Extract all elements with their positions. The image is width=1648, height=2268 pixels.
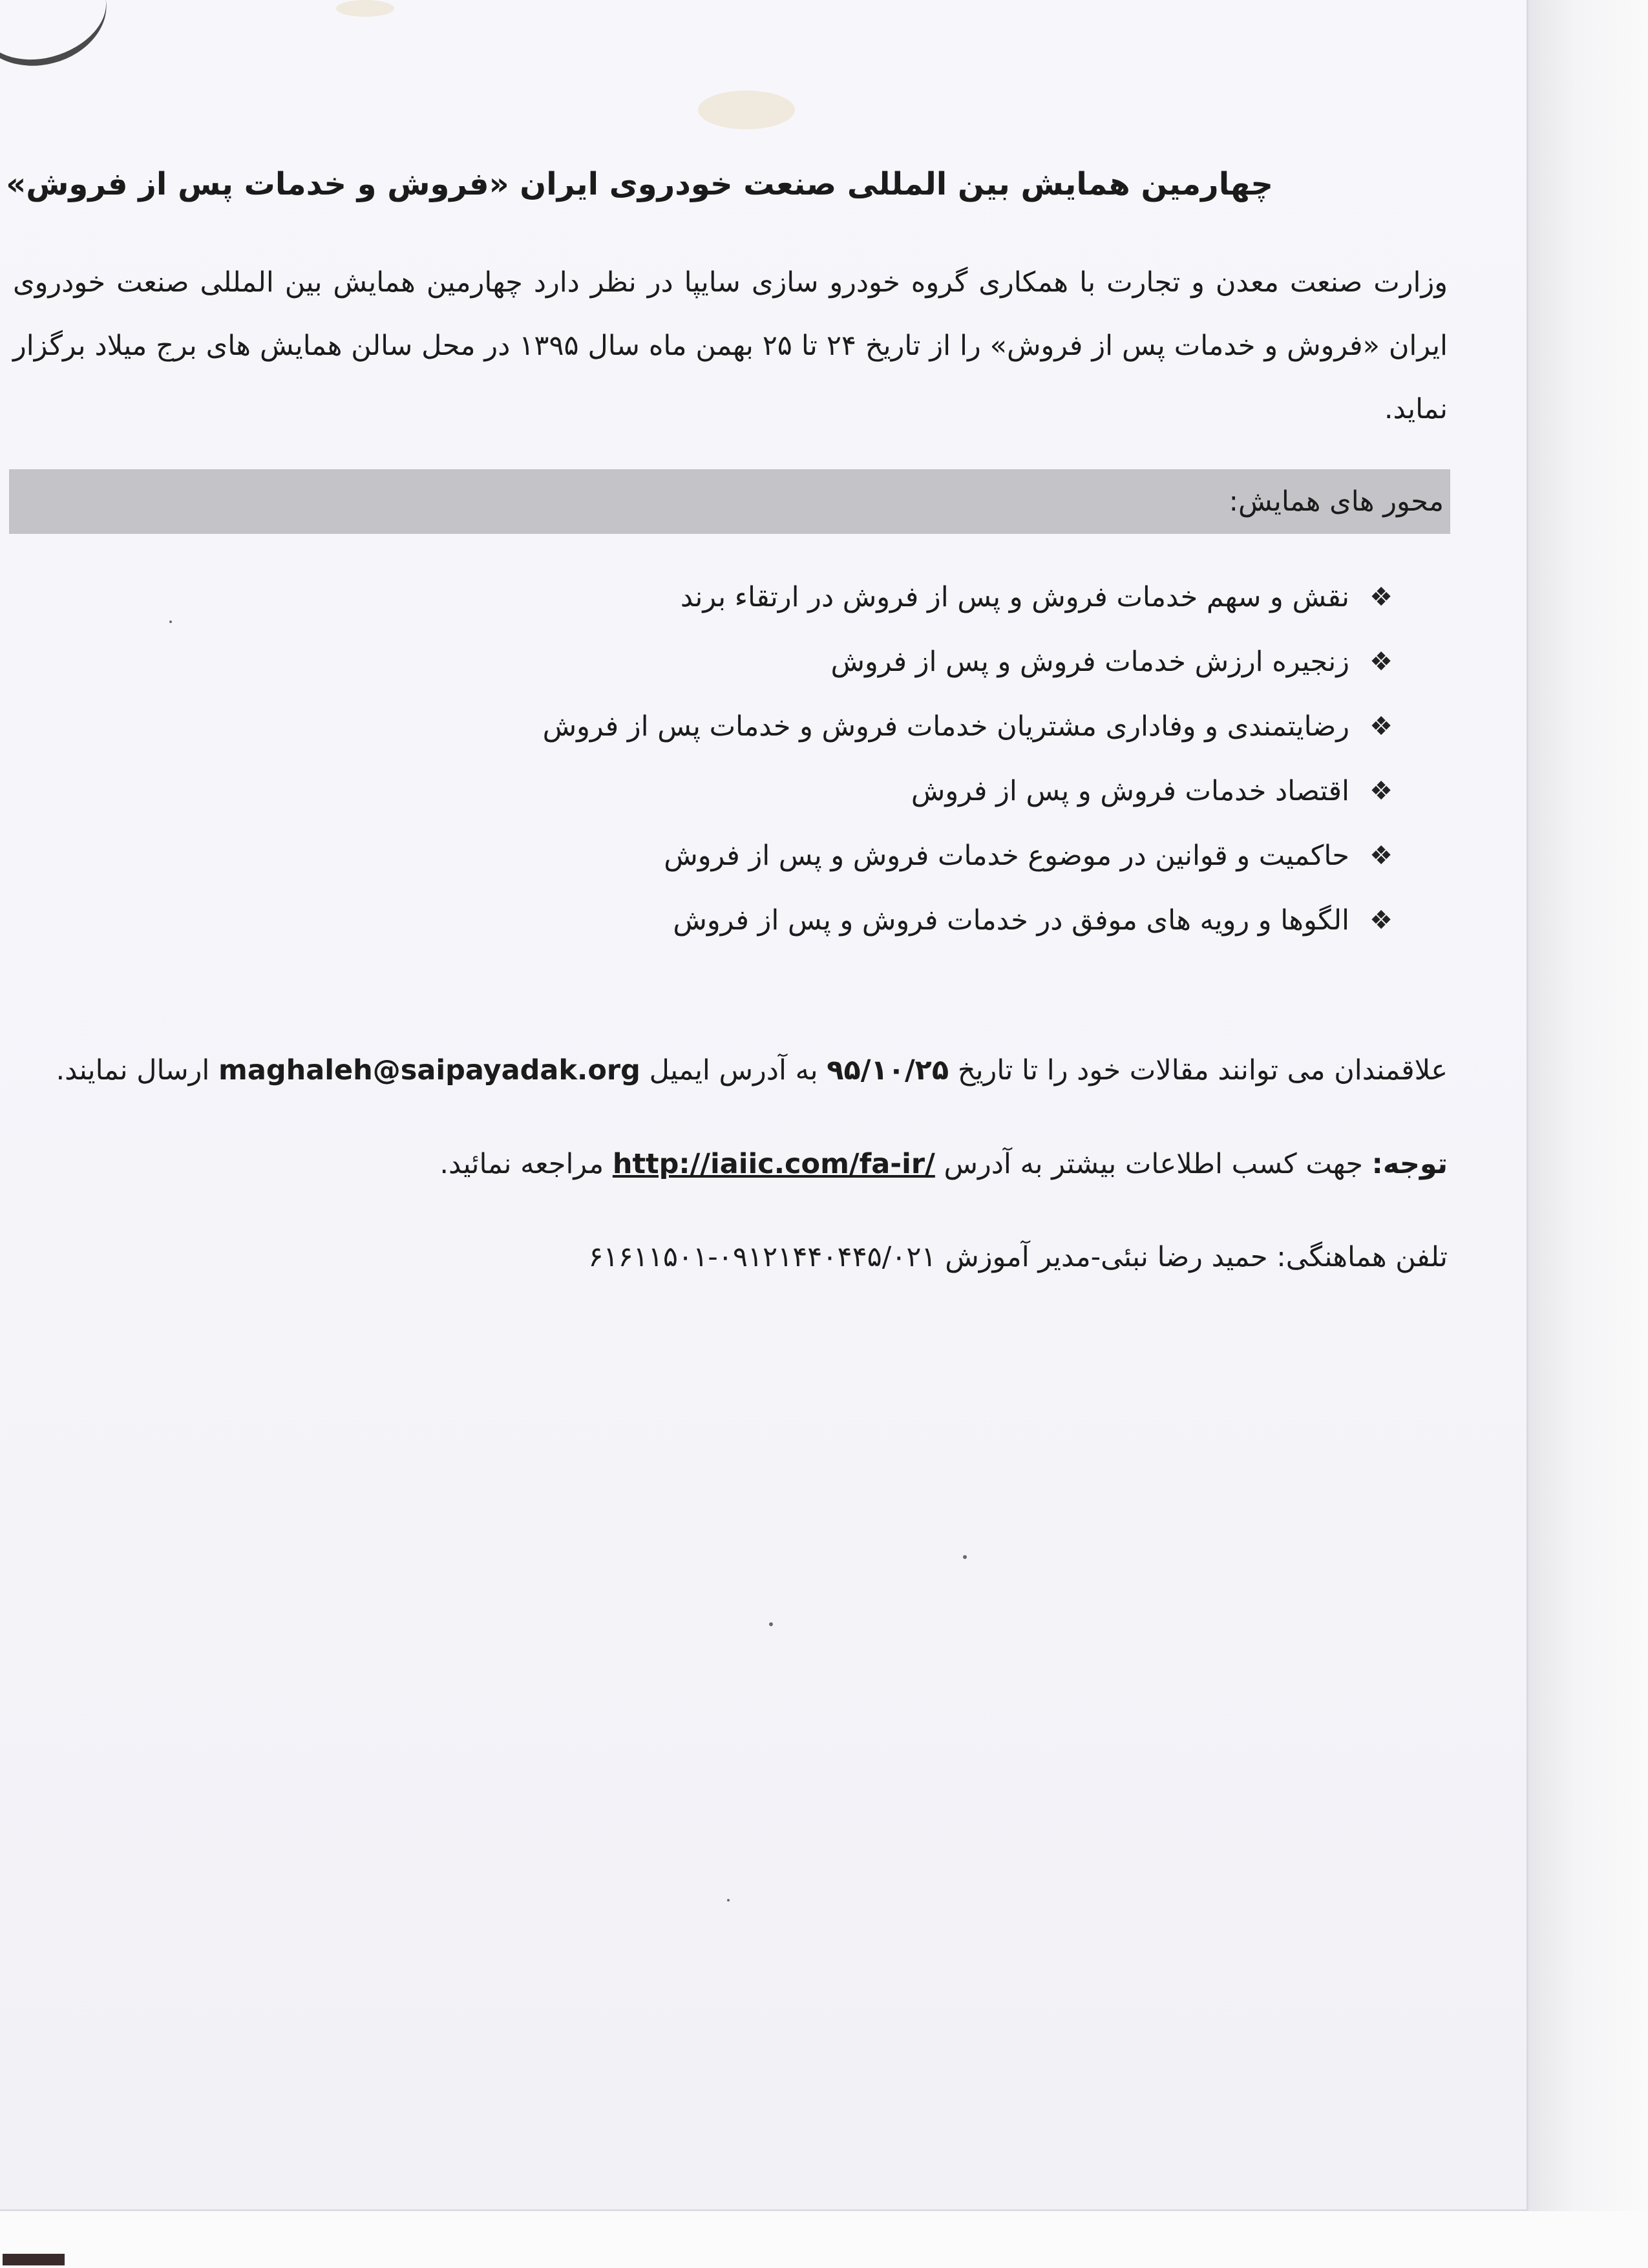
paper-speck — [769, 1622, 773, 1626]
submission-text-middle: به آدرس ایمیل — [649, 1054, 818, 1086]
diamond-bullet-icon: ❖ — [1369, 647, 1393, 677]
submission-email-link[interactable]: maghaleh@saipayadak.org — [218, 1054, 640, 1086]
list-item — [259, 823, 1396, 888]
note-text-before: جهت کسب اطلاعات بیشتر به آدرس — [944, 1148, 1363, 1180]
paper-speck — [169, 620, 172, 623]
intro-paragraph: وزارت صنعت معدن و تجارت با همکاری گروه خودرو سازی سایپا در نظر دارد چهارمین همایش بین المللی صنعت خودروی ایران «فروش و خدمات پس از فروش» را از تاریخ ۲۴ تا ۲۵ بهمن ماه سال ۱۳۹۵ در محل سالن همایش های برج میلاد برگزار نماید. — [13, 266, 1448, 425]
note-url-link[interactable]: http://iaiic.com/fa-ir/ — [612, 1148, 935, 1180]
submission-line — [56, 1041, 1448, 1099]
list-item — [259, 565, 1396, 630]
diamond-bullet-icon: ❖ — [1369, 582, 1393, 612]
axes-heading: محور های همایش: — [1229, 485, 1444, 518]
scan-bottom-margin — [0, 2211, 1648, 2268]
contact-line: تلفن هماهنگی: حمید رضا نبئی-مدیر آموزش ۰۹۱۲۱۴۴۰۴۴۵/۰۲۱-۶۱۶۱۱۵۰۱ — [588, 1241, 1448, 1273]
axes-list — [259, 565, 1396, 953]
scan-right-margin — [1528, 0, 1648, 2268]
list-item — [259, 759, 1396, 823]
list-item-text: حاکمیت و قوانین در موضوع خدمات فروش و پس از فروش — [664, 840, 1349, 872]
diamond-bullet-icon: ❖ — [1369, 712, 1393, 741]
submission-text-before: علاقمندان می توانند مقالات خود را تا تاریخ — [957, 1054, 1448, 1086]
note-label: توجه: — [1371, 1148, 1448, 1180]
list-item — [259, 888, 1396, 953]
axes-heading-band — [9, 469, 1450, 534]
note-text-after: مراجعه نمائید. — [439, 1148, 604, 1180]
note-line — [439, 1135, 1448, 1193]
list-item — [259, 630, 1396, 694]
paper-speck — [727, 1899, 730, 1902]
paper-stain — [336, 0, 394, 17]
submission-text-after: ارسال نمایند. — [56, 1054, 210, 1086]
paper-stain — [698, 90, 795, 129]
list-item-text: زنجیره ارزش خدمات فروش و پس از فروش — [830, 646, 1349, 678]
diamond-bullet-icon: ❖ — [1369, 841, 1393, 871]
list-item-text: اقتصاد خدمات فروش و پس از فروش — [911, 775, 1349, 807]
diamond-bullet-icon: ❖ — [1369, 776, 1393, 806]
scanner-watermark — [3, 2254, 65, 2265]
diamond-bullet-icon: ❖ — [1369, 906, 1393, 935]
list-item-text: نقش و سهم خدمات فروش و پس از فروش در ارتقاء برند — [680, 581, 1349, 613]
list-item-text: رضایتمندی و وفاداری مشتریان خدمات فروش و خدمات پس از فروش — [542, 710, 1349, 743]
document-title: چهارمین همایش بین المللی صنعت خودروی ایران «فروش و خدمات پس از فروش» — [6, 166, 1273, 202]
submission-deadline: ۹۵/۱۰/۲۵ — [827, 1054, 949, 1086]
list-item — [259, 694, 1396, 759]
paper-speck — [963, 1555, 967, 1559]
list-item-text: الگوها و رویه های موفق در خدمات فروش و پس از فروش — [673, 904, 1349, 937]
